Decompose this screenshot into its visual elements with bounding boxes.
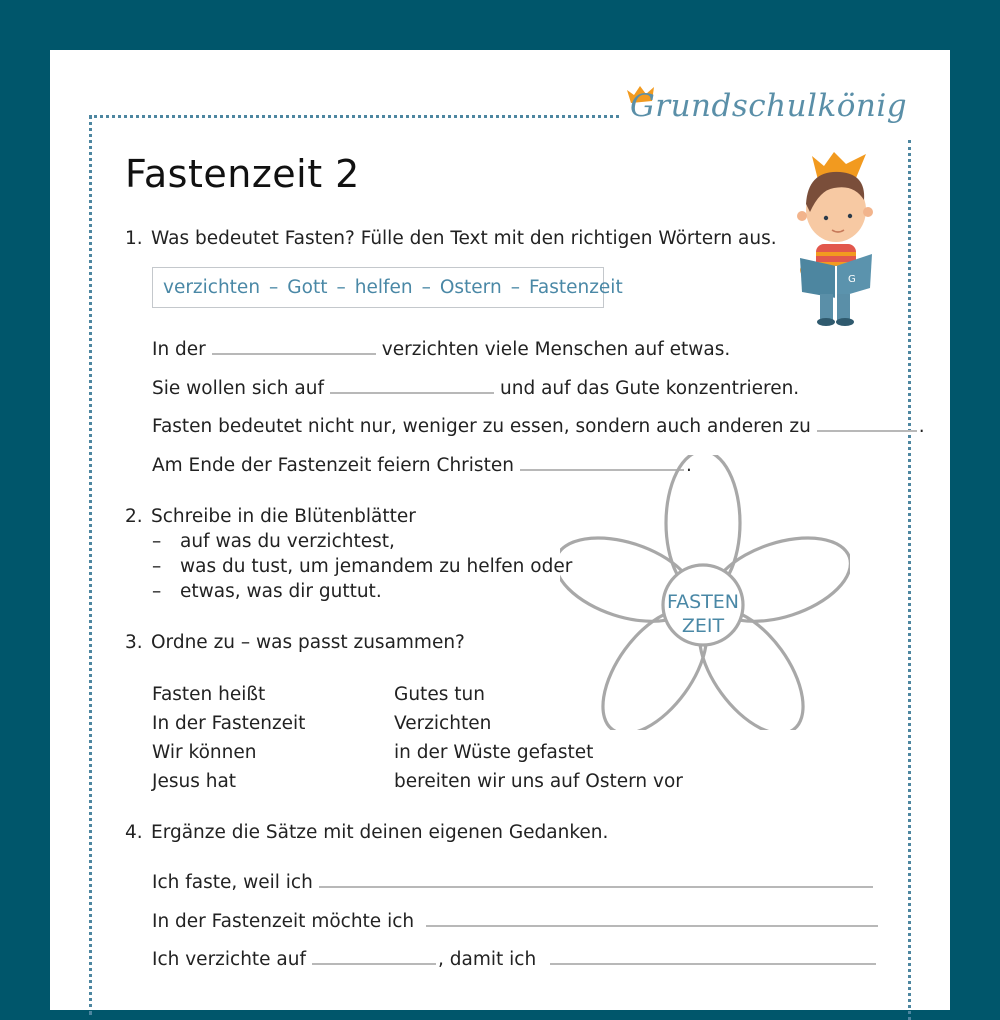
match-left-item[interactable]: Jesus hat	[152, 771, 237, 792]
task-1-number: 1.	[125, 228, 143, 249]
answer-blank[interactable]	[817, 416, 917, 432]
sentence-text: und auf das Gute konzentrieren.	[500, 378, 800, 399]
sentence-text: In der	[152, 339, 206, 360]
match-right-item[interactable]: bereiten wir uns auf Ostern vor	[394, 771, 683, 792]
dotted-frame-left	[89, 115, 92, 1015]
task-3-instruction	[125, 632, 465, 653]
svg-text:G: G	[848, 274, 856, 285]
answer-blank[interactable]	[330, 378, 494, 394]
sentence-text: .	[918, 416, 925, 437]
word-bank-item: verzichten	[163, 277, 261, 298]
bullet-text: was du tust, um jemandem zu helfen oder	[180, 556, 573, 577]
task-2-bullet	[152, 531, 395, 552]
match-left-item[interactable]: In der Fastenzeit	[152, 713, 306, 734]
word-separator: –	[421, 277, 431, 298]
sentence-text: In der Fastenzeit möchte ich	[152, 911, 415, 932]
dotted-frame-top	[89, 115, 619, 118]
sentence-text: verzichten viele Menschen auf etwas.	[381, 339, 731, 360]
fill-sentence-3	[152, 416, 925, 437]
word-bank-item: helfen	[354, 277, 413, 298]
own-sentence-2	[152, 911, 884, 932]
task-2-number: 2.	[125, 506, 143, 527]
word-separator: –	[510, 277, 520, 298]
match-left-item[interactable]: Fasten heißt	[152, 684, 266, 705]
bullet-text: etwas, was dir guttut.	[180, 581, 382, 602]
task-2-text: Schreibe in die Blütenblätter	[151, 506, 416, 527]
own-sentence-1	[152, 872, 879, 893]
sentence-text: Ich verzichte auf	[152, 949, 307, 970]
flower-label-line-1: FASTEN	[666, 591, 740, 613]
page-title: Fastenzeit 2	[125, 152, 360, 196]
sentence-text: Fasten bedeutet nicht nur, weniger zu essen, sondern auch anderen zu	[152, 416, 811, 437]
answer-line[interactable]	[312, 949, 436, 965]
fill-sentence-2	[152, 378, 799, 399]
task-3-text: Ordne zu – was passt zusammen?	[151, 632, 465, 653]
match-right-item[interactable]: Gutes tun	[394, 684, 485, 705]
dotted-frame-right	[908, 140, 911, 1020]
sentence-text: , damit ich	[438, 949, 537, 970]
own-sentence-3	[152, 949, 882, 970]
flower-center-label	[664, 590, 742, 638]
bullet-text: auf was du verzichtest,	[180, 531, 395, 552]
sentence-text: .	[685, 455, 692, 476]
match-right-item[interactable]: in der Wüste gefastet	[394, 742, 594, 763]
word-bank-item: Ostern	[439, 277, 502, 298]
flower-label-line-2: ZEIT	[681, 615, 725, 637]
match-right-item[interactable]: Verzichten	[394, 713, 492, 734]
dash-icon: –	[152, 581, 162, 602]
answer-line[interactable]	[319, 872, 873, 888]
sentence-text: Ich faste, weil ich	[152, 872, 313, 893]
word-bank-item: Gott	[287, 277, 328, 298]
answer-blank[interactable]	[212, 339, 376, 355]
sentence-text: Am Ende der Fastenzeit feiern Christen	[152, 455, 514, 476]
sentence-text: Sie wollen sich auf	[152, 378, 324, 399]
word-bank-item: Fastenzeit	[528, 277, 623, 298]
task-3-number: 3.	[125, 632, 143, 653]
task-4-text: Ergänze die Sätze mit deinen eigenen Gedanken.	[151, 822, 609, 843]
task-1-text: Was bedeutet Fasten? Fülle den Text mit den richtigen Wörtern aus.	[151, 228, 777, 249]
dash-icon: –	[152, 556, 162, 577]
answer-line[interactable]	[426, 911, 878, 927]
task-2-bullet	[152, 581, 382, 602]
word-bank	[152, 267, 623, 308]
answer-line[interactable]	[550, 949, 876, 965]
task-1-instruction	[125, 228, 777, 249]
word-separator: –	[336, 277, 346, 298]
dash-icon: –	[152, 531, 162, 552]
word-separator: –	[269, 277, 279, 298]
match-left-item[interactable]: Wir können	[152, 742, 257, 763]
task-2-instruction	[125, 506, 416, 527]
task-2-bullet	[152, 556, 572, 577]
fill-sentence-1	[152, 339, 730, 360]
brand-logo: Grundschulkönig	[630, 88, 908, 124]
task-4-number: 4.	[125, 822, 143, 843]
task-4-instruction	[125, 822, 608, 843]
reading-kid-illustration	[790, 148, 880, 328]
